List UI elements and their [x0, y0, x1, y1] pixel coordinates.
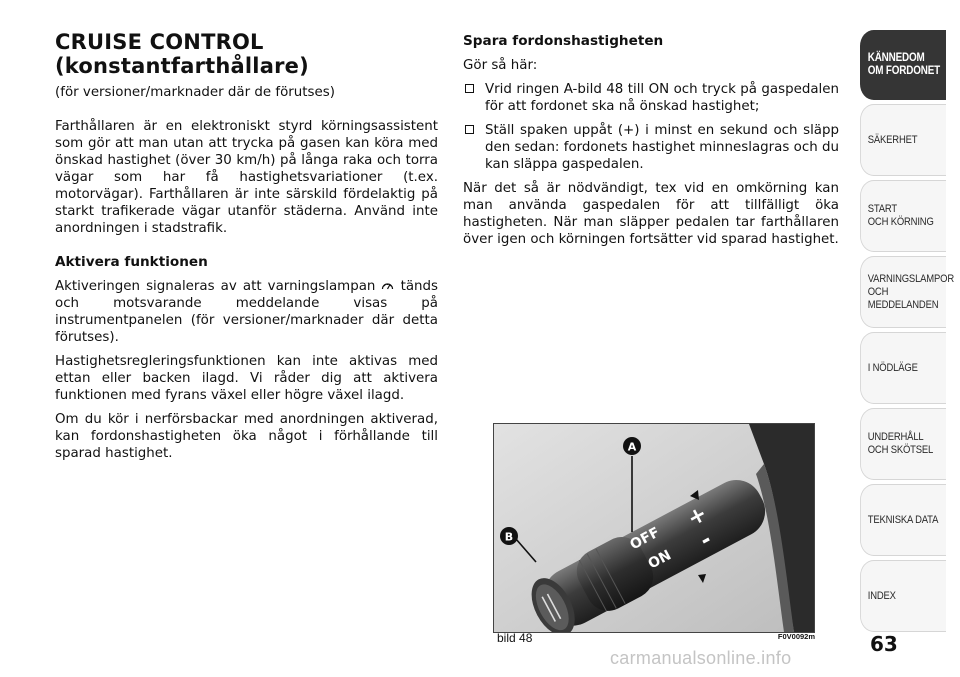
lever-minus-label: -: [696, 527, 716, 554]
intro-paragraph: Farthållaren är en elektroniskt styrd körningsassistent som gör att man utan att trycka på gasen kan köra med önskad hastighet (över 30 km/h) på långa raka och torra vägar som har få hastighetsvariationer (t.ex. motorvägar). Farthållaren är inte särskild fördelaktig på starkt trafikerade vägar utanför städerna. Använd inte anordningen i stadstrafik.: [55, 119, 438, 236]
left-column: [55, 30, 438, 462]
tab-label: SÄKERHET: [867, 133, 918, 146]
tab-label: INDEX: [867, 589, 896, 602]
tab-label: VARNINGSLAMPOR: [867, 272, 954, 285]
activation-text-post: tänds och motsvarande meddelande visas på instrumentpanelen (för versioner/marknader där detta förutses).: [55, 279, 438, 345]
tab-index[interactable]: [860, 560, 946, 632]
tab-i-nodlage[interactable]: [860, 332, 946, 404]
override-paragraph: När det så är nödvändigt, tex vid en omkörning kan man använda gaspedalen för att tillfälligt öka hastigheten. När man släpper pedalen tar farthållaren över igen och körningen fortsätter vid sparad hastighet.: [463, 181, 839, 247]
list-item-text: Ställ spaken uppåt (+) i minst en sekund och släpp den sedan: fordonets hastighet minneslagras och du kan släppa gaspedalen.: [485, 123, 839, 172]
tab-tekniska-data[interactable]: [860, 484, 946, 556]
tab-label: KÄNNEDOM: [867, 52, 925, 64]
procedure-list: [463, 81, 839, 173]
callout-a-label: A: [627, 440, 637, 454]
activation-paragraph: [55, 278, 438, 346]
tab-label: I NÖDLÄGE: [867, 361, 918, 374]
figure-label: bild 48: [497, 631, 533, 645]
tab-varningslampor-och-meddelanden[interactable]: [860, 256, 954, 328]
section-title-line2: (konstantfarthållare): [55, 54, 309, 78]
lever-off-label: OFF: [627, 524, 663, 554]
list-item: [463, 122, 839, 173]
watermark: carmanualsonline.info: [610, 648, 792, 668]
section-title-line1: CRUISE CONTROL: [55, 30, 264, 54]
figure-code: F0V0092m: [777, 632, 815, 641]
chapter-sidebar: [860, 30, 960, 636]
list-item: [463, 81, 839, 115]
tab-label: START: [867, 203, 898, 215]
tab-label: OM FORDONET: [867, 65, 941, 77]
tab-label: OCH: [867, 285, 889, 298]
gear-paragraph: Hastighetsregleringsfunktionen kan inte aktivas med ettan eller backen ilagd. Vi råder dig att aktivera funktionen med fyrans växel eller högre växel ilagd.: [55, 354, 438, 403]
lever-plus-label: +: [683, 501, 712, 532]
tab-kannedom-om-fordonet[interactable]: [860, 30, 946, 100]
tab-start-och-korning[interactable]: [860, 180, 946, 252]
tab-label: OCH SKÖTSEL: [867, 444, 934, 456]
save-speed-heading: Spara fordonshastigheten: [463, 33, 664, 49]
activation-text-pre: Aktiveringen signaleras av att varningslampan: [55, 279, 376, 294]
tab-sakerhet[interactable]: [860, 104, 946, 176]
tab-label: MEDDELANDEN: [867, 298, 939, 311]
list-item-text: Vrid ringen A-bild 48 till ON och tryck på gaspedalen för att fordonet ska nå önskad hastighet;: [485, 82, 839, 114]
procedure-intro: Gör så här:: [463, 58, 538, 73]
activate-heading: Aktivera funktionen: [55, 254, 208, 270]
tab-label: UNDERHÅLL: [867, 431, 924, 443]
tab-underhall-och-skotsel[interactable]: [860, 408, 946, 480]
callout-b-label: B: [504, 530, 514, 544]
cruise-control-lever-illustration: [493, 423, 815, 633]
page-number: 63: [870, 632, 898, 656]
tab-label: TEKNISKA DATA: [867, 513, 939, 526]
section-subtitle: (för versioner/marknader där de förutses): [55, 85, 335, 100]
checkbox-bullet-icon: [465, 84, 474, 93]
tab-label: OCH KÖRNING: [867, 216, 934, 228]
figure-caption: [493, 631, 815, 648]
downhill-paragraph: Om du kör i nerförsbackar med anordningen aktiverad, kan fordonshastigheten öka något i förhållande till sparad hastighet.: [55, 412, 438, 461]
lever-on-label: ON: [645, 547, 674, 573]
checkbox-bullet-icon: [465, 125, 474, 134]
cruise-control-warning-light-icon: [381, 279, 394, 290]
right-column: [463, 33, 839, 248]
